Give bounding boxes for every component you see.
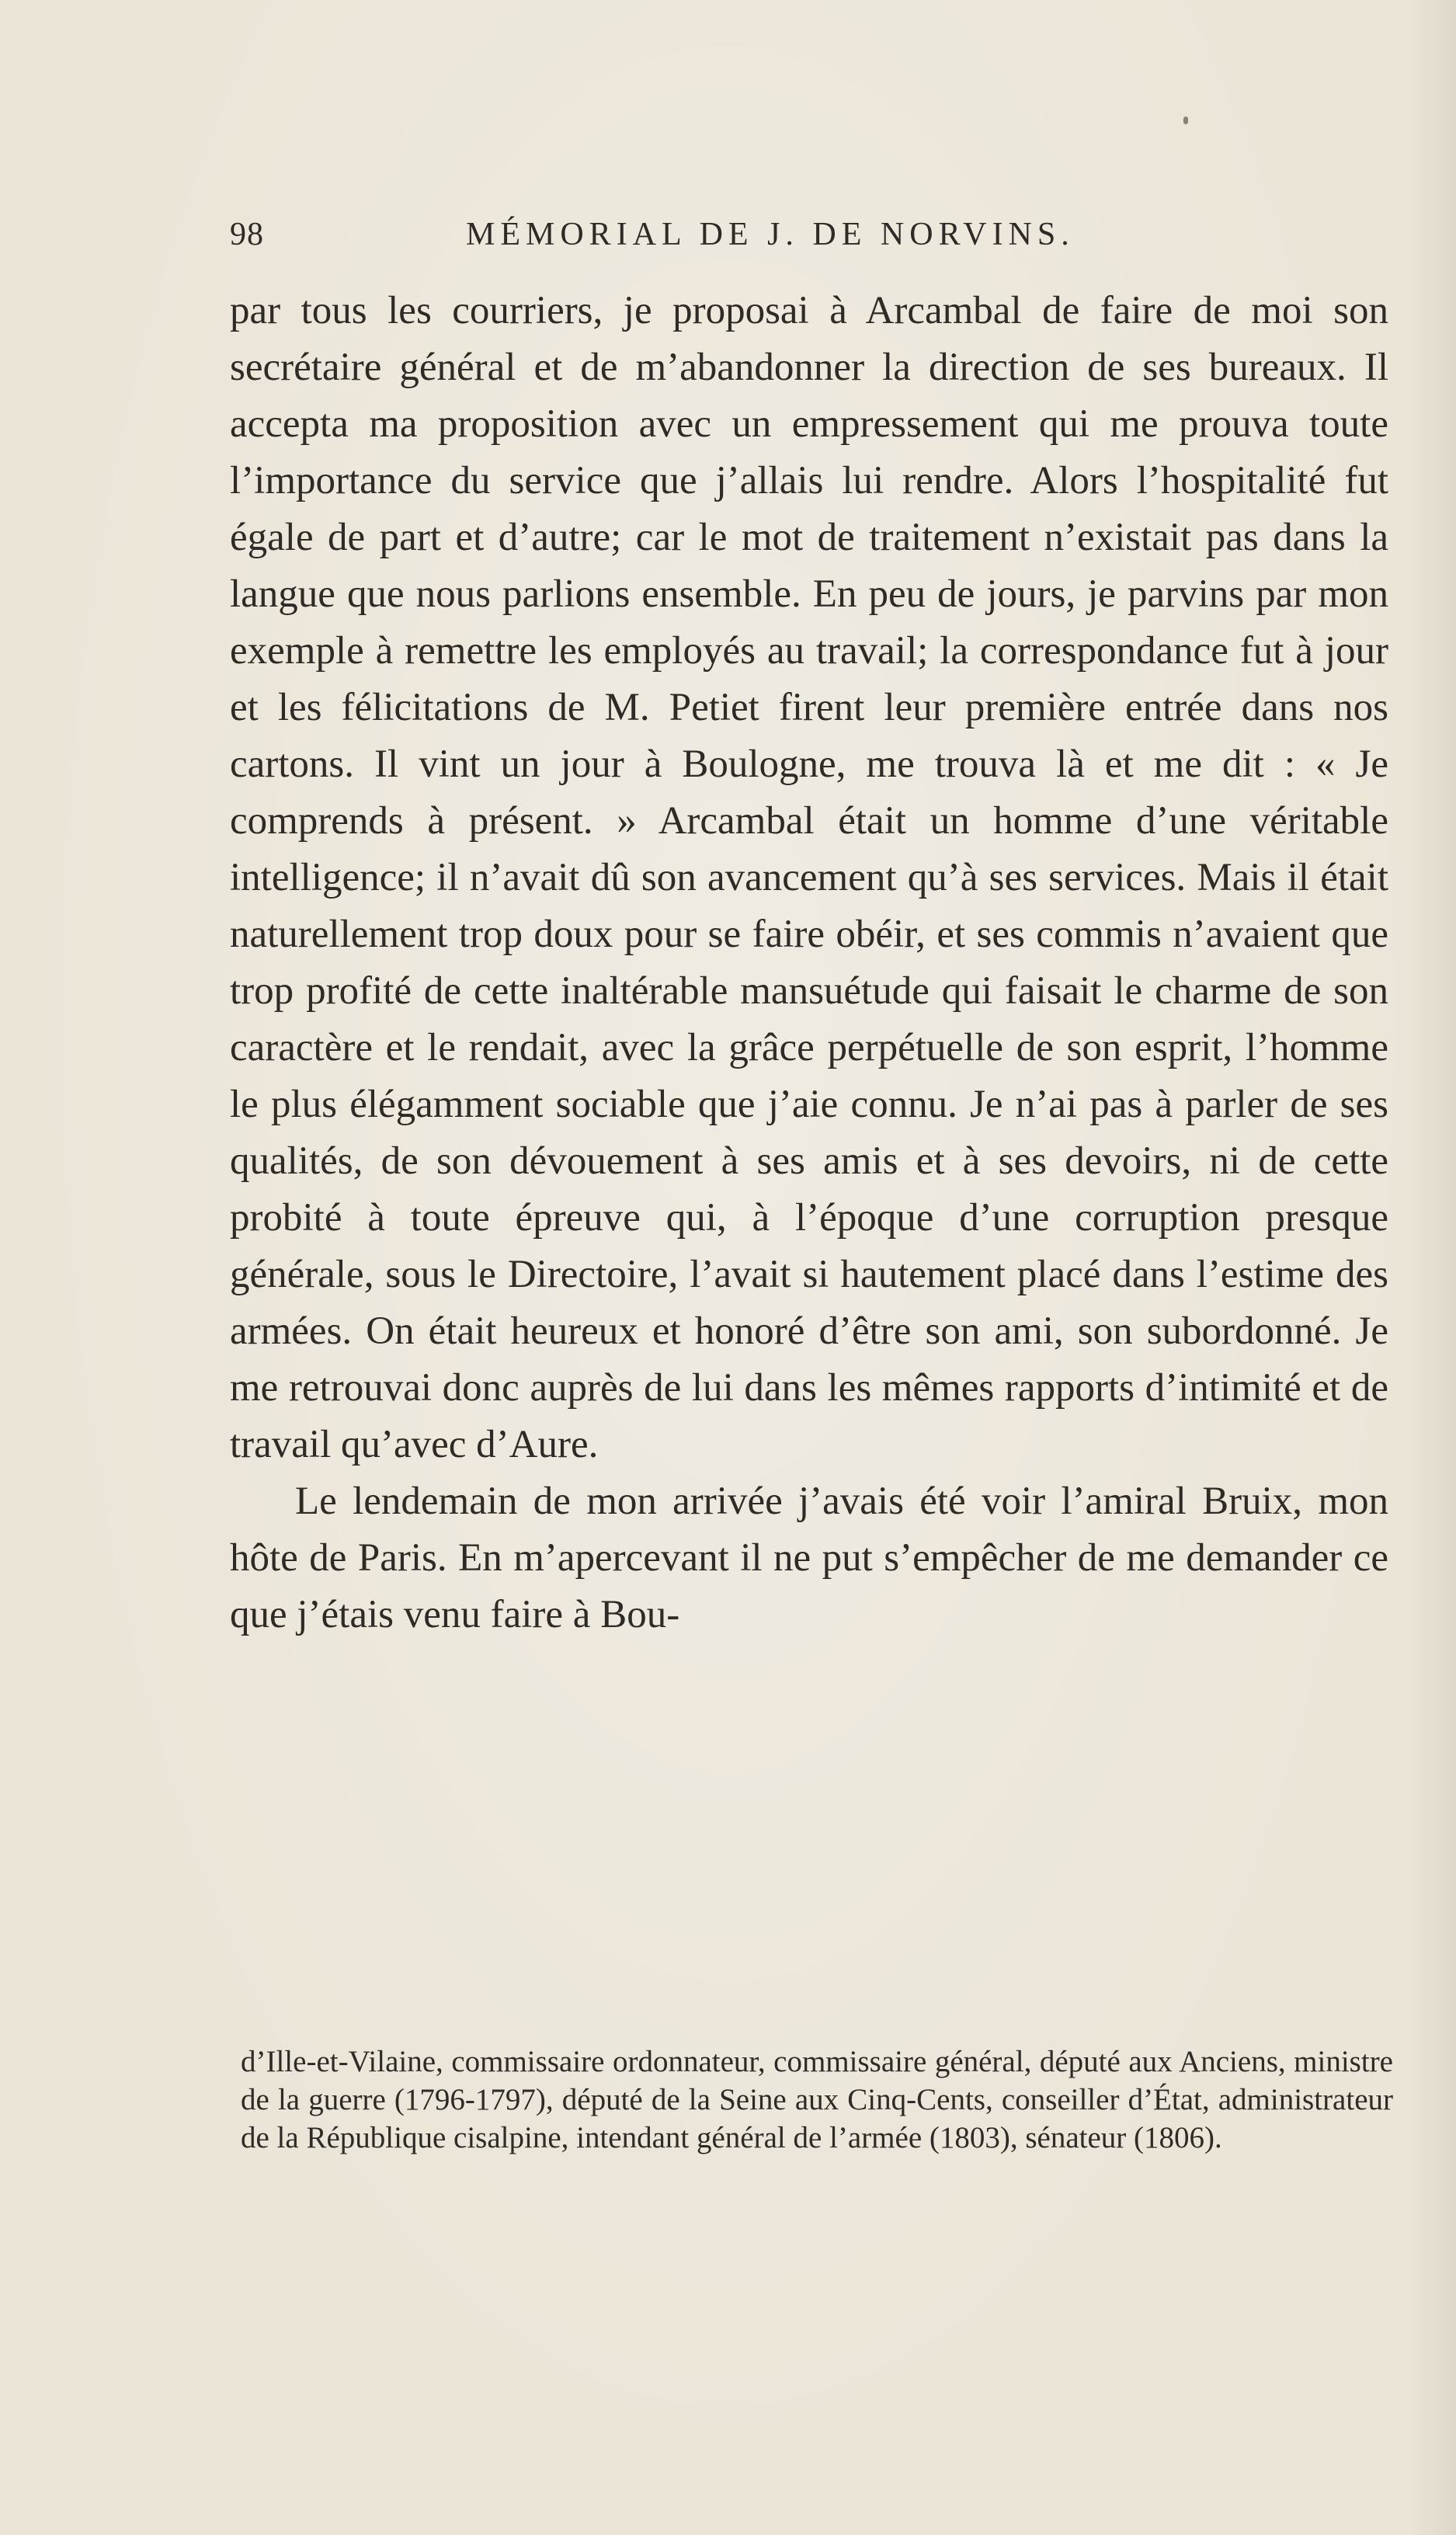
page-header [230,211,1154,258]
main-text [230,283,1388,1643]
footnote: d’Ille-et-Vilaine, commissaire ordonnateur, commissaire général, député aux Anciens, ministre de la guerre (1796-1797), député de la Seine aux Cinq-Cents, conseiller d’État, administrateur de la République cisalpine, intendant général de l’armée (1803), sénateur (1806). [241,2045,1393,2154]
page-number: 98 [230,217,264,252]
page-gutter-shadow [1409,0,1456,2535]
running-title: MÉMORIAL DE J. DE NORVINS. [466,217,1075,252]
ink-speck [1183,116,1188,124]
paragraph-continuation: par tous les courriers, je proposai à Arcambal de faire de moi son secrétaire général et de m’abandonner la direction de ses bureaux. Il accepta ma proposition avec un empressement qui me prouva toute l’importance du service que j’allais lui rendre. Alors l’hospitalité fut égale de part et d’autre; car le mot de traitement n’existait pas dans la langue que nous parlions ensemble. En peu de jours, je parvins par mon exemple à remettre les employés au travail; la correspondance fut à jour et les félicitations de M. Petiet firent leur première entrée dans nos cartons. Il vint un jour à Boulogne, me trouva là et me dit : « Je comprends à présent. » Arcambal était un homme d’une véritable intelligence; il n’avait dû son avancement qu’à ses services. Mais il était naturellement trop doux pour se faire obéir, et ses commis n’avaient que trop profité de cette inaltérable mansuétude qui faisait le charme de son caractère et le rendait, avec la grâce perpétuelle de son esprit, l’homme le plus élégamment sociable que j’aie connu. Je n’ai pas à parler de ses qualités, de son dévouement à ses amis et à ses devoirs, ni de cette probité à toute épreuve qui, à l’époque d’une corruption presque générale, sous le Directoire, l’avait si hautement placé dans l’estime des armées. On était heureux et honoré d’être son ami, son subordonné. Je me retrouvai donc auprès de lui dans les mêmes rapports d’intimité et de travail qu’avec d’Aure. [230,289,1388,1466]
paragraph-bruix: Le lendemain de mon arrivée j’avais été voir l’amiral Bruix, mon hôte de Paris. En m’apercevant il ne put s’empêcher de me demander ce que j’étais venu faire à Bou- [230,1480,1388,1636]
